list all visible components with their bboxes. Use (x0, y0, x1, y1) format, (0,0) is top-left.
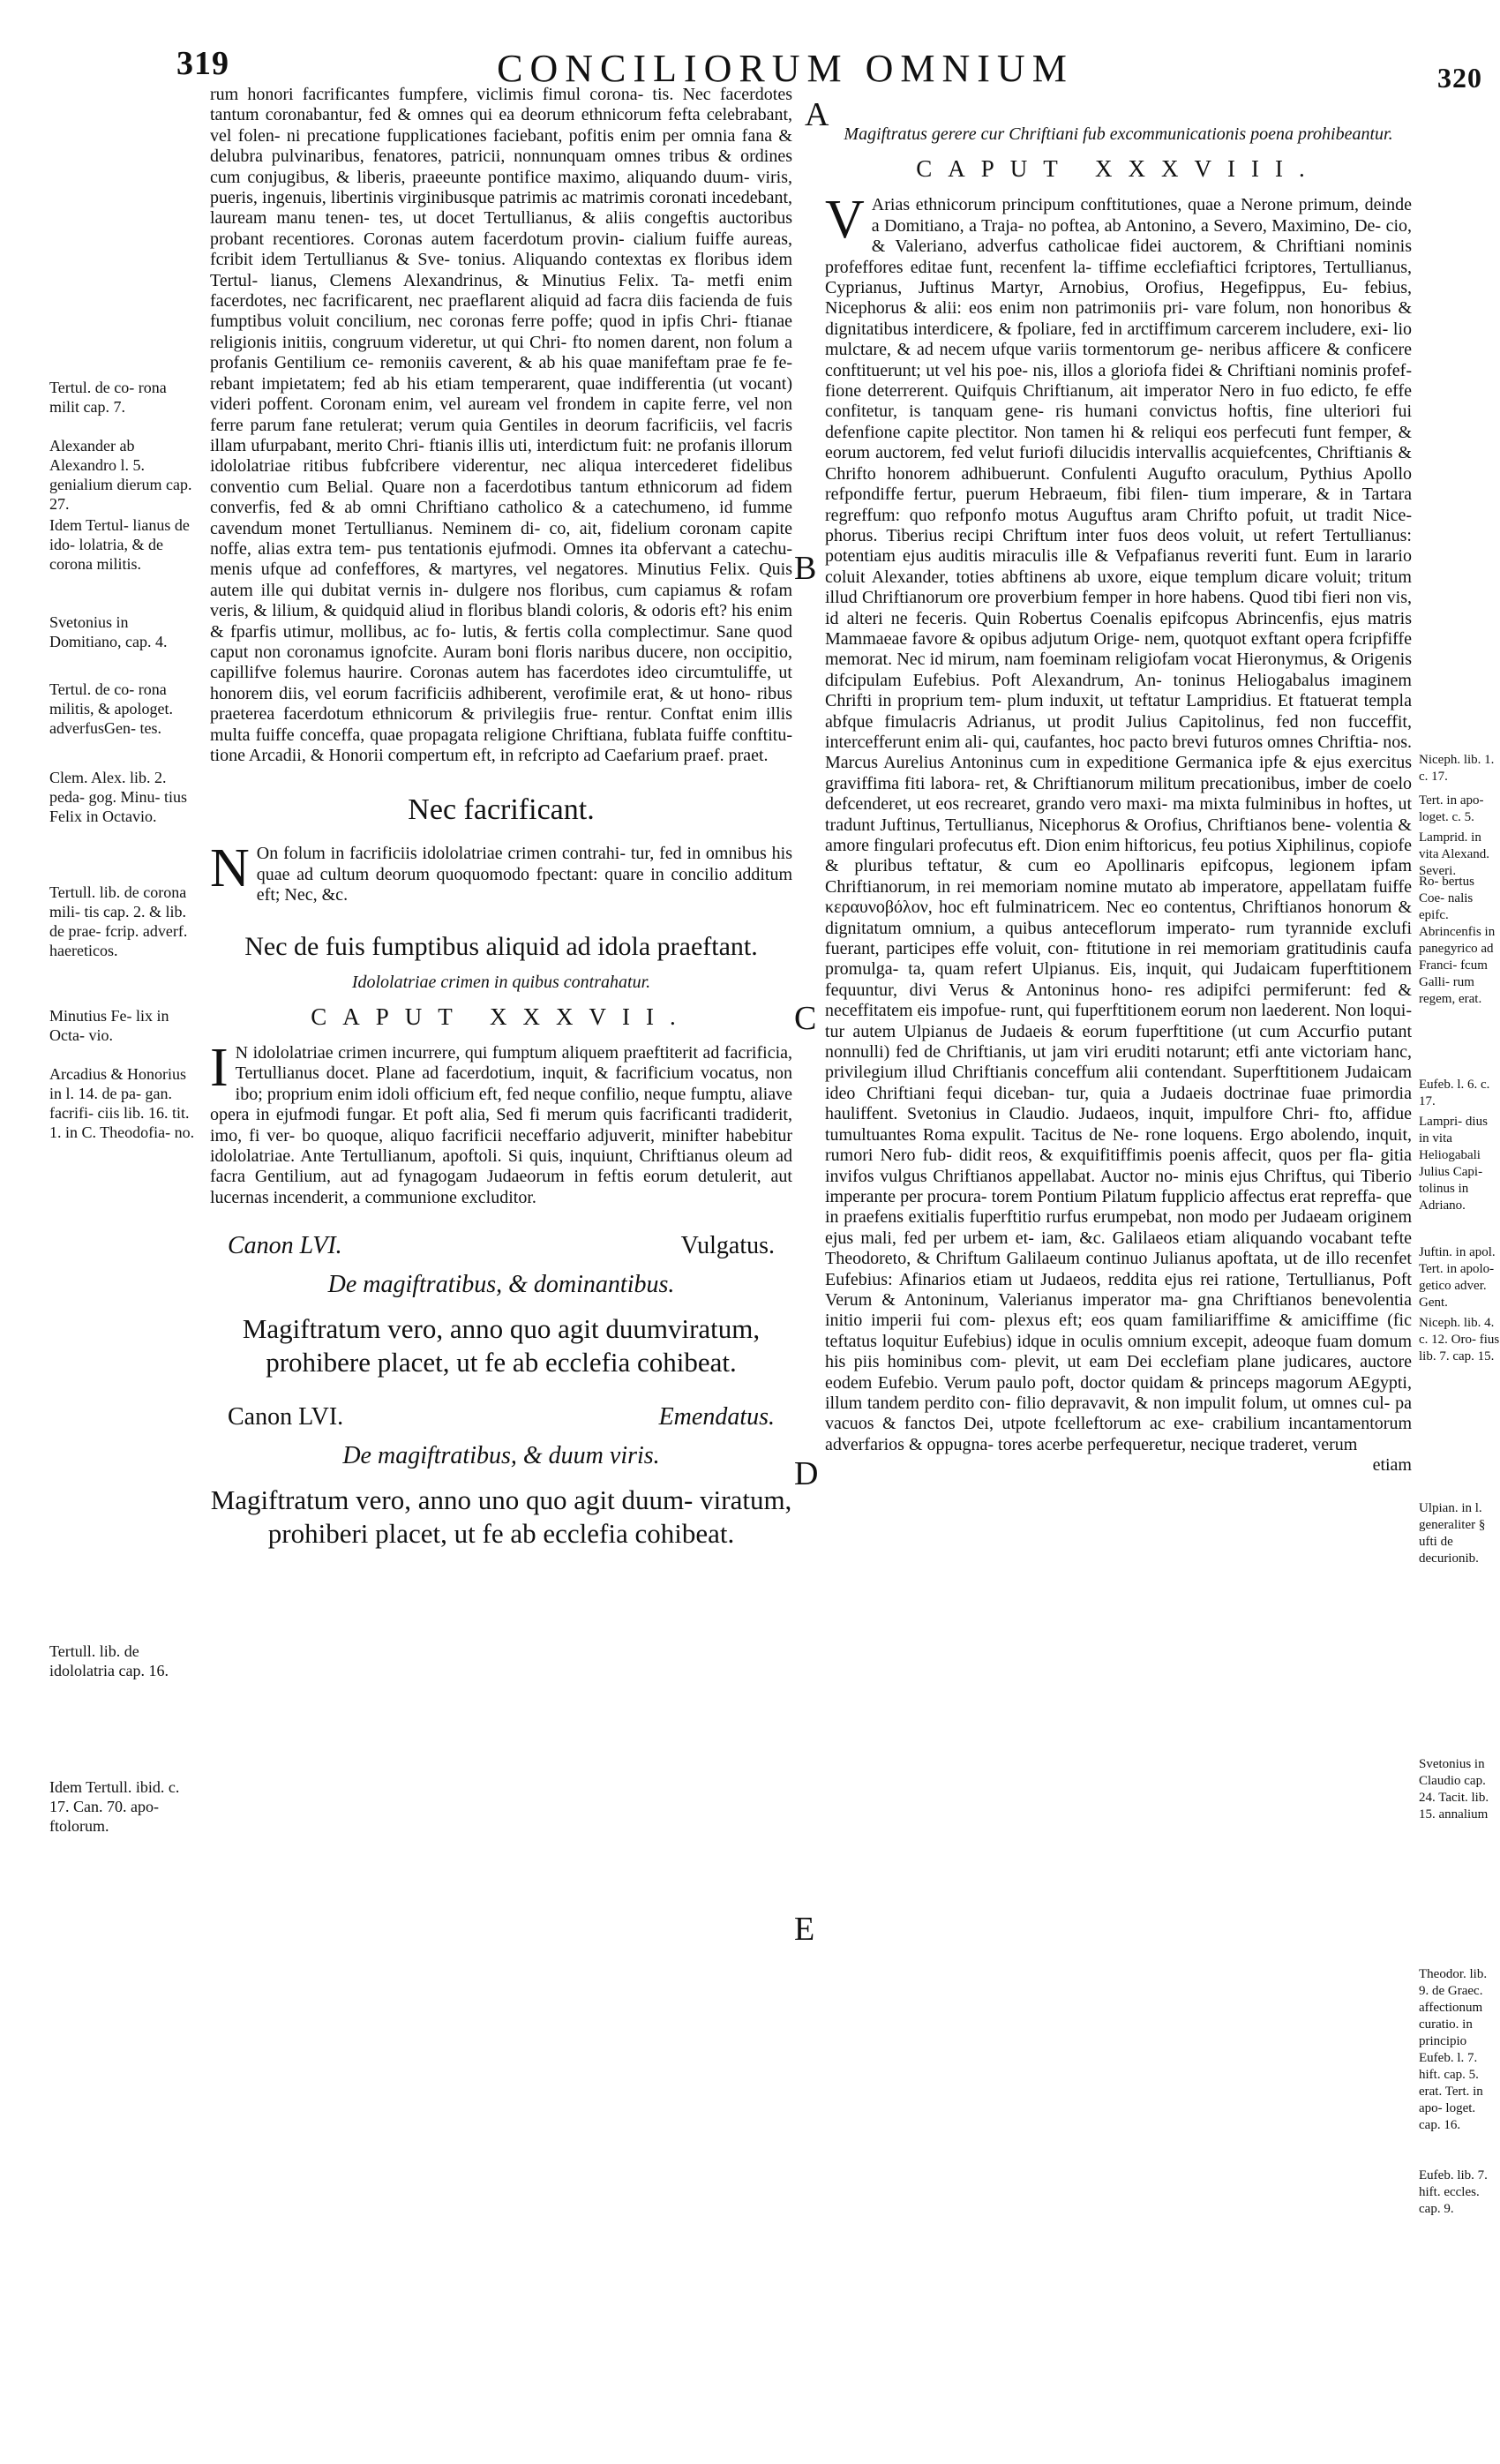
canon-vulgatus-label: Vulgatus. (680, 1232, 775, 1260)
margin-note-right: Juftin. in apol. Tert. in apolo- getico adver. Gent. (1419, 1245, 1496, 1310)
canon-emendatus-text: Magiftratum vero, anno uno quo agit duum- viratum, prohiberi placet, ut fe ab ecclefia cohibeat. (210, 1484, 792, 1550)
right-column (825, 124, 1412, 1476)
catchword: etiam (1372, 1455, 1412, 1476)
canon-vulgatus-title: De magiftratibus, & dominantibus. (327, 1271, 675, 1299)
running-title: CONCILIORUM OMNIUM (497, 47, 1074, 90)
margin-note-right: Lamprid. in vita Alexand. Severi. (1419, 830, 1489, 878)
section-letter-c: C (794, 1000, 817, 1037)
drop-cap-n: N (210, 838, 250, 899)
page-number-left: 319 (176, 45, 229, 82)
chapter-heading-38: CAPUT XXXVIII. (916, 155, 1321, 182)
margin-note-left: Tertul. de co- rona militis, & apologet. adverfusGen- tes. (49, 680, 173, 737)
canon-emendatus-header (228, 1402, 775, 1432)
left-paragraph-1: rum honori facrificantes fumpfere, viclimis fimul corona- tis. Nec facerdotes tantum coronabantur, fed & omnes qui ea deorum ethnicorum fefta celebrabant, vel folen- ni precatione fupplicationes faciebant, pofitis enim per omnia fana & delubra pulvinaribus, fenatores, patricii, nonnunquam omnes tribus & ordines cum conjugibus, & liberis, praeeunte pontifice maximo, aliquando duum- viris, pueris, ingenuis, libertinis virginibusque patrimis ac matrimis coronati incedebant, lauream manu tenen- tes, ut docet Tertullianus, & aliis congeftis auctoribus probant recentiores. Coronas autem facerdotum provin- cialium fuiffe aureas, fcribit idem Tertullianus & Sve- tonius. Aliquando contextas ex floribus idem Tertul- lianus, Clemens Alexandrinus, & Minutius Felix. Ta- metfi enim facerdotes, nec facrificarent, nec praeflarent aliquid ad facra diis facienda de fuis fumptibus voluit concilium, nec coronas ferre poffe; quod in ipfis Chri- ftianae religionis initiis, congruum videretur, ut qui Chri- fto nomen darent, non folum a profanis Gentilium ce- remoniis caverent, & ab his quae manifeftam prae fe fe- rebant impietatem; fed ab his etiam temperarent, quae indifferentia (ut vocant) videri poffent. Coronam enim, vel auream vel frondem in capite ferre, vel non ferre parum fane retulerat; verum quia Gentiles in deorum facrificiis, vel facris illam ufurpabant, merito Chri- ftianis illis uti, interdictum fuit: ne profanis illorum idololatriae ritibus fubfcribere viderentur, nec aliqua intercederet fidelibus conventio cum Belial. Quare non a facerdotibus tantum ethnicorum ad fidem converfis, fed & ab omni Chriftiano catholico & a catechumeno, id fumme cavendum monet Tertullianus. Neminem di- co, ait, fidelium coronam capite noffe, alias extra tem- pus tentationis ejufmodi. Omnes ita obfervant a catechu- menis ufque ad confeffores, & martyres, vel negatores. Minutius Felix. Quis autem ille qui dubitat vernis in- dulgere nos floribus, cum capiamus & rofam veris, & lilium, & quidquid aliud in floribus blandi coloris, & odoris eft? his enim & fparfis utimur, mollibus, ac fo- lutis, & fertis colla complectimur. Sane quod caput non coronamus ignofcite. Auram boni floris naribus ducere, non occipitio, capillifve folemus haurire. Coronas autem has facerdotes ideo circumtuliffe, ut honorem diis, vel eorum facrificiis adhiberent, verofimile erat, & ut hono- ribus praeterea facerdotum ethnicorum & privilegiis frue- rentur. Conftat enim illis multa fuiffe conceffa, quae propagata religione Chriftiana, fublata fuiffe conftitu- tione Arcadii, & Honorii compertum eft, in refcripto ad Caefarium praef. praet. (210, 85, 792, 765)
canon-emendatus-label: Emendatus. (658, 1403, 775, 1431)
section-heading-sumptibus: Nec de fuis fumptibus aliquid ad idola praeftant. (244, 931, 758, 961)
margin-note-left: Tertull. lib. de corona mili- tis cap. 2. & lib. de prae- fcrip. adverf. haereticos. (49, 883, 188, 959)
canon-vulgatus-header (228, 1231, 775, 1261)
margin-note-right: Ulpian. in l. generaliter § ufti de decurionib. (1419, 1501, 1486, 1566)
canon-vulgatus-text: Magiftratum vero, anno quo agit duumviratum, prohibere placet, ut fe ab ecclefia cohibeat. (242, 1313, 761, 1378)
margin-note-right: Niceph. lib. 1. c. 17. (1419, 753, 1495, 784)
margin-note-right: Eufeb. lib. 7. hift. eccles. cap. 9. (1419, 2168, 1488, 2216)
margin-note-left: Tertull. lib. de idololatria cap. 16. (49, 1642, 169, 1679)
margin-note-left: Tertul. de co- rona milit cap. 7. (49, 379, 167, 416)
margin-note-left: Clem. Alex. lib. 2. peda- gog. Minu- tius Felix in Octavio. (49, 769, 187, 825)
right-paragraph-1-text: Arias ethnicorum principum conftitutiones, quae a Nerone primum, deinde a Domitiano, a Traja- no poftea, ab Antonino, a Severo, Maximino, De- cio, & Valeriano, adverfus catholicae fidei auctorem, & Chriftiani nominis profeffores editae funt, recenfent la- tiffime ecclefiaftici fcriptores, Tertullianus, Cyprianus, Juftinus Martyr, Arnobius, Orofius, Hegefippus, Eu- febius, Nicephorus & alii: eos enim non patrimoniis pri- vare folum, non honoribus & dignitatibus interdicere, & fpoliare, fed in arctiffimum carcerem includere, exi- lio mulctare, & ad necem ufque variis tormentorum ge- neribus afficere & conficere conftituerunt; ut vel his poe- nis, illos a gloriofa fidei & Chriftiani nominis profef- fione deterrerent. Quifquis Chriftianum, ait imperator Nero in fuo edicto, fe effe confitetur, is tanquam gene- ris humani convictus hoftis, fine ulteriori fui defenfione capite plectitor. Non tamen hi & reliqui eos perfecuti funt femper, & eorum auctorem, fed velut furiofi dilucidis intervallis acquiefcentes, Chriftianis & Chrifto honorem adhibuerunt. Confulenti Augufto oraculum, Pythius Apollo refpondiffe fertur, puerum Hebraeum, fibi filen- tium imperare, & in Tartara regreffum: quo refponfo motus Auguftus aram Chrifto pofuit, ut tradit Nice- phorus. Tiberius recipi Chriftum inter fuos deos voluit, ut refert Tertullianus: potentiam ejus auditis miraculis ille & Vefpafianus reveriti funt. Eum in larario coluit Alexander, toties abftinens ab uxore, eique templum dicare voluit; tritum illud Chriftianorum ore proverbium femper in hore habens. Quod tibi fieri non vis, id alteri ne feceris. Quin Robertus Coenalis epifcopus Abrincenfis, ejus matris Mammaeae favore & opibus adjutum Orige- nem, quotquot exftant opera fcripfiffe memorat. Nec id mirum, nam foeminam religiofam vocat Hieronymus, & Origenis difcipulam Eufebius. Poft Alexandrum, An- toninus Heliogabalus imaginem Chrifti in proprium tem- plum induxit, ut teftatur Lampridius. Et ftatuerat templa abfque fimulacris Adrianus, ut prodit Julius Capitolinus, fed non fucceffit, intercefferunt enim ali- qui, caufantes, hoc pacto brevi futuros omnes Chriftia- nos. Marcus Aurelius Antoninus cum in expeditione Germanica ipfe & ejus exercitus graviffima fiti labora- ret, & Chriftianorum militum precationibus, imber de coelo defcenderet, ut eos recrearet, grando vero maxi- ma mixta fulminibus in hoftes, ut tradunt Juftinus, Tertullianus, Nicephorus & Orofius, Chriftianos bene- volentia & amore fingulari profecutus eft. Dion enim hiftoricus, feu potius Xiphilinus, copiofe & pluribus teftatur, & cum eo Apollinaris epifcopus, legionem ipfam Chriftianorum, in rei memoriam nomine mutato ab imperatore, appellatam fuiffe κεραυνοβόλον, hoc eft fulminatricem. Nec eo contentus, Chriftianos honorum & dignitatum omnium, a quibus anteceflorum imperato- rum tyrannide exclufi fuerant, participes effe voluit, con- ftitutione in rei memoriam gratitudinis caufa promulga- ta, quam refert Ulpianus. Eis, inquit, qui Judaicam fuperftitionem fequuntur, divi Verus & Antoninus hono- res adipifci permiferunt: fed & neceffitatem eis impofue- runt, qui fuperftitionem eorum non laederent. Non loqui- tur autem Ulpianus de Judaeis & eorum fuperftitione (ut cum Accurfio putant nonnulli) fed de Chriftianis, ut jam viri eruditi notarunt; etfi ante victoriam hanc, privilegium illud Chriftianis conceffum alii contendant. Superftitionem Judaicam ideo Chriftiani fequi diceban- tur, quia a Judaeis doctrinae fuae primordia hauliffent. Svetonius in Claudio. Judaeos, inquit, impulfore Chri- fto, affidue tumultuantes Roma expulit. Tacitus de Ne- rone loquens. Ergo abolendo, inquit, rumori Nero fub- didit reos, & exquifitiffimis poenis affecit, quos per fla- gitia invifos vulgus Chriftianos appellabat. Auctor no- minis ejus Chriftus, qui Tiberio imperante per procura- torem Pontium Pilatum fupplicio affectus erat repreffa- que in praefens exitialis fuperftitio rurfus erumpebat, non modo per Judaeam originem ejus mali, fed per urbem et- iam, &c. Galilaeos etiam aliquando vocabant tefte Theodoreto, & Chriftum Galilaeum continuo Julianus apoftata, ut de illo recenfet Eufebius: Afinarios etiam ut Judaeos, reddita ejus rei ratione, Tertullianus, Poft Verum & Antoninum, Valerianus imperator ma- gna Chriftianos benevolentia initio imperii fui com- plexus eft; eos quam familiariffime & amiciffime (fic teftatus loquitur Eufebius) idque in oculis omnium excepit, adeoque fuam domum his piis hominibus com- plevit, ut eam Dei ecclefiam plane judicares, auctore eodem Eufebio. Verum paulo poft, doctor quidam & princeps magorum AEgypti, illum tandem perdito con- filio depravavit, & non impulit folum, ut omnes cul- pa vacuos & fanctos Dei, utpote fcelleftorum ac exe- crabilium incantamentorum adverfarios & oppugna- tores acerbe perfequeretur, necique traderet, verum (825, 195, 1412, 1454)
margin-note-left: Arcadius & Honorius in l. 14. de pa- gan. facrifi- ciis lib. 16. tit. 1. in C. Theodofia- no. (49, 1065, 195, 1141)
margin-note-right: Ro- bertus Coe- nalis epifc. Abrincenfis in panegyrico ad Franci- fcum Galli- rum regem, erat. (1419, 875, 1496, 1006)
margin-note-right: Lampri- dius in vita Heliogabali Julius Capi- tolinus in Adriano. (1419, 1115, 1488, 1213)
section-heading-nec-sacrificant: Nec facrificant. (408, 793, 595, 827)
drop-cap-v: V (825, 190, 865, 251)
left-paragraph-3 (210, 1038, 792, 1208)
margin-note-right: Theodor. lib. 9. de Graec. affectionum curatio. in principio Eufeb. l. 7. hift. cap. 5. erat. Tert. in apo- loget. cap. 16. (1419, 1967, 1488, 2132)
left-column (210, 85, 792, 1558)
right-paragraph-1 (825, 190, 1412, 1455)
canon-emendatus-number: Canon LVI. (228, 1403, 344, 1431)
section-letter-b: B (794, 550, 817, 587)
page-number-right: 320 (1437, 62, 1482, 94)
left-paragraph-2 (210, 838, 792, 905)
chapter-subtitle-38: Magiftratus gerere cur Chriftiani fub excommunicationis poena prohibeantur. (844, 124, 1393, 144)
margin-note-right: Tert. in apo- loget. c. 5. (1419, 793, 1484, 824)
canon-emendatus-title: De magiftratibus, & duum viris. (342, 1442, 660, 1470)
margin-note-left: Idem Tertull. ibid. c. 17. Can. 70. apo- ftolorum. (49, 1778, 180, 1835)
section-letter-d: D (794, 1455, 819, 1492)
section-letter-a: A (805, 96, 829, 133)
margin-note-right: Svetonius in Claudio cap. 24. Tacit. lib. 15. annalium (1419, 1757, 1489, 1822)
margin-note-right: Niceph. lib. 4. c. 12. Oro- fius lib. 7. cap. 15. (1419, 1316, 1500, 1363)
left-paragraph-3-text: N idololatriae crimen incurrere, qui fumptum aliquem praeftiterit ad facrificia, Tertullianus docet. Plane ad facerdotium, inquit, & facrificium vocatus, non ibo; proprium enim idoli officium eft, fed neque confilio, neque fumptu, aliave opera in ejufmodi fungar. Et poft alia, Sed fi merum quis facrificanti tradiderit, imo, fi ver- bo quoque, aliquo facrificii neceffario adjuverit, minifter habebitur idololatriae. Ante Tertullianum, apoftoli. Si quis, inquiunt, Chriftianus oleum ad facra Gentilium, aut ad fynagogam Judaeorum in feftis eorum detulerit, aut lucernas incenderit, a communione excluditor. (210, 1043, 792, 1207)
margin-note-left: Svetonius in Domitiano, cap. 4. (49, 613, 168, 650)
margin-note-left: Idem Tertul- lianus de ido- lolatria, & de corona militis. (49, 516, 190, 573)
section-letter-e: E (794, 1911, 815, 1948)
chapter-subtitle-37: Idololatriae crimen in quibus contrahatur. (351, 972, 651, 992)
chapter-heading-37: CAPUT XXXVII. (311, 1003, 692, 1030)
margin-note-right: Eufeb. l. 6. c. 17. (1419, 1078, 1490, 1108)
left-paragraph-2-text: On folum in facrificiis idololatriae crimen contrahi- tur, fed in omnibus his quae ad cultum deorum quoquomodo fpectant: quare in concilio additum eft; Nec, &c. (256, 844, 792, 905)
canon-vulgatus-number: Canon LVI. (228, 1232, 342, 1260)
margin-note-left: Minutius Fe- lix in Octa- vio. (49, 1007, 169, 1044)
drop-cap-i: I (210, 1038, 229, 1099)
margin-note-left: Alexander ab Alexandro l. 5. genialium dierum cap. 27. (49, 437, 192, 513)
